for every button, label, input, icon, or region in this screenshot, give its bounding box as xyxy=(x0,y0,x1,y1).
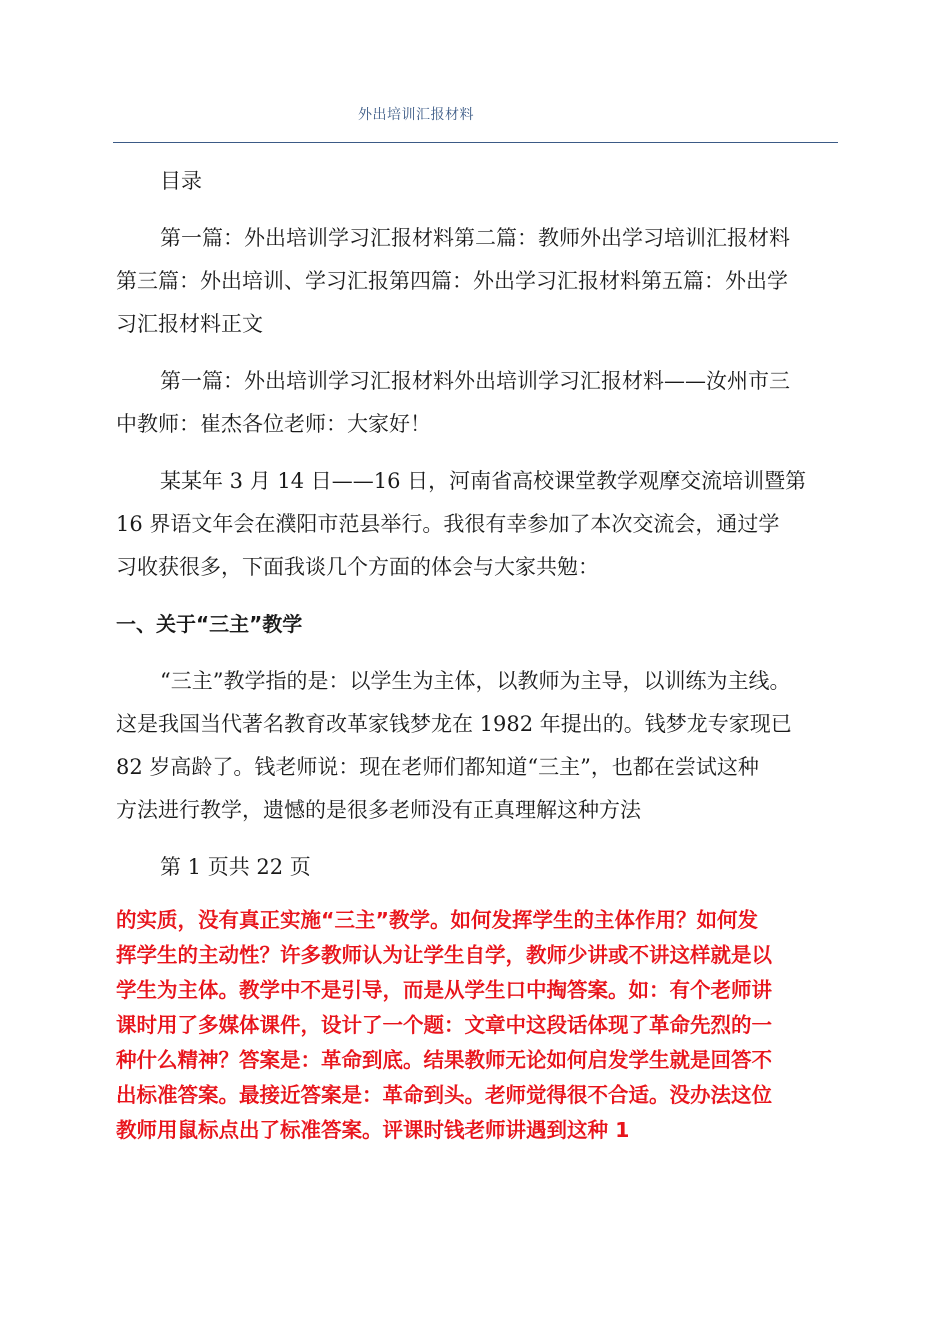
toc-heading xyxy=(116,160,846,203)
toc-heading-text: 目录 xyxy=(160,169,202,193)
event-paragraph xyxy=(116,460,846,589)
page-number xyxy=(116,846,846,889)
event-line: 16 界语文年会在濮阳市范县举行。我很有幸参加了本次交流会，通过学 xyxy=(116,512,780,536)
section-line: 方法进行教学，遗憾的是很多老师没有正真理解这种方法 xyxy=(116,798,641,822)
highlighted-line: 出标准答案。最接近答案是：革命到头。老师觉得很不合适。没办法这位 xyxy=(116,1083,772,1107)
section-paragraph xyxy=(116,660,846,832)
header-title: 外出培训汇报材料 xyxy=(358,107,474,123)
highlighted-line: 的实质，没有真正实施“三主”教学。如何发挥学生的主体作用？如何发 xyxy=(116,908,758,932)
document-body xyxy=(116,160,846,1148)
header-divider xyxy=(113,142,838,143)
highlighted-line: 教师用鼠标点出了标准答案。评课时钱老师讲遇到这种 1 xyxy=(116,1118,630,1142)
page-number-text: 第 1 页共 22 页 xyxy=(160,855,311,879)
event-line: 习收获很多，下面我谈几个方面的体会与大家共勉： xyxy=(116,555,599,579)
section-heading: 一、关于“三主”教学 xyxy=(116,612,303,636)
section-line: “三主”教学指的是：以学生为主体，以教师为主导，以训练为主线。 xyxy=(160,669,791,693)
highlighted-paragraph xyxy=(116,903,846,1148)
intro-line: 第一篇：外出培训学习汇报材料外出培训学习汇报材料——汝州市三 xyxy=(160,369,790,393)
highlighted-line: 课时用了多媒体课件，设计了一个题：文章中这段话体现了革命先烈的一 xyxy=(116,1013,772,1037)
section-line: 这是我国当代著名教育改革家钱梦龙在 1982 年提出的。钱梦龙专家现已 xyxy=(116,712,792,736)
toc-line: 第三篇：外出培训、学习汇报第四篇：外出学习汇报材料第五篇：外出学 xyxy=(116,269,788,293)
highlighted-line: 挥学生的主动性？许多教师认为让学生自学，教师少讲或不讲这样就是以 xyxy=(116,943,772,967)
highlighted-line: 种什么精神？答案是：革命到底。结果教师无论如何启发学生就是回答不 xyxy=(116,1048,772,1072)
section-line: 82 岁高龄了。钱老师说：现在老师们都知道“三主”，也都在尝试这种 xyxy=(116,755,759,779)
event-line: 某某年 3 月 14 日——16 日，河南省高校课堂教学观摩交流培训暨第 xyxy=(160,469,807,493)
intro-line: 中教师：崔杰各位老师：大家好！ xyxy=(116,412,431,436)
highlighted-line: 学生为主体。教学中不是引导，而是从学生口中掏答案。如：有个老师讲 xyxy=(116,978,772,1002)
toc-line: 第一篇：外出培训学习汇报材料第二篇：教师外出学习培训汇报材料 xyxy=(160,226,790,250)
toc-line: 习汇报材料正文 xyxy=(116,312,263,336)
toc-paragraph xyxy=(116,217,846,346)
intro-paragraph xyxy=(116,360,846,446)
